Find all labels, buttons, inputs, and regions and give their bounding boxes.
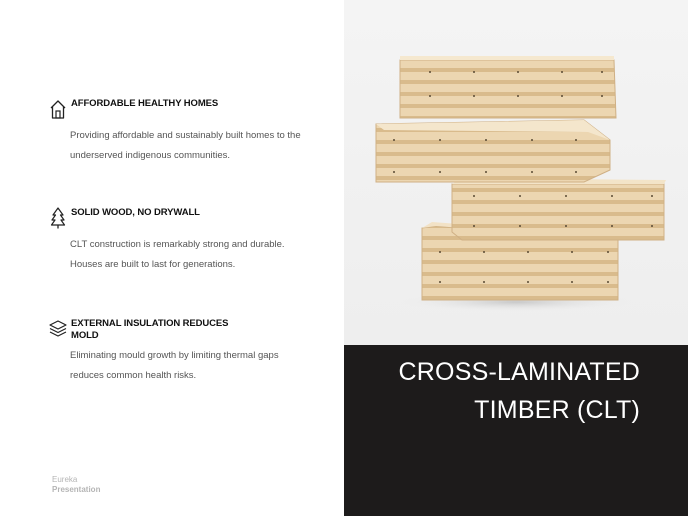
tree-icon (48, 207, 68, 229)
feature-description: Eliminating mould growth by limiting thermal gaps reduces common health risks. (70, 350, 279, 381)
feature-description: CLT construction is remarkably strong and durable. Houses are built to last for generations. (70, 239, 285, 270)
layers-icon (48, 318, 68, 340)
footer-branding (52, 475, 100, 495)
feature-description: Providing affordable and sustainably built homes to the underserved indigenous communities. (70, 130, 301, 161)
title-panel (344, 345, 688, 516)
feature-title: SOLID WOOD, NO DRYWALL (71, 207, 200, 218)
stacked-clt-panels-photo (344, 0, 688, 345)
feature-title: EXTERNAL INSULATION REDUCES MOLD (71, 318, 229, 341)
footer-label: Presentation (52, 485, 101, 494)
house-icon (48, 98, 68, 120)
feature-title: AFFORDABLE HEALTHY HOMES (71, 98, 219, 109)
page-title: CROSS-LAMINATED TIMBER (CLT) (398, 358, 640, 424)
footer-brand: Eureka (52, 475, 78, 484)
